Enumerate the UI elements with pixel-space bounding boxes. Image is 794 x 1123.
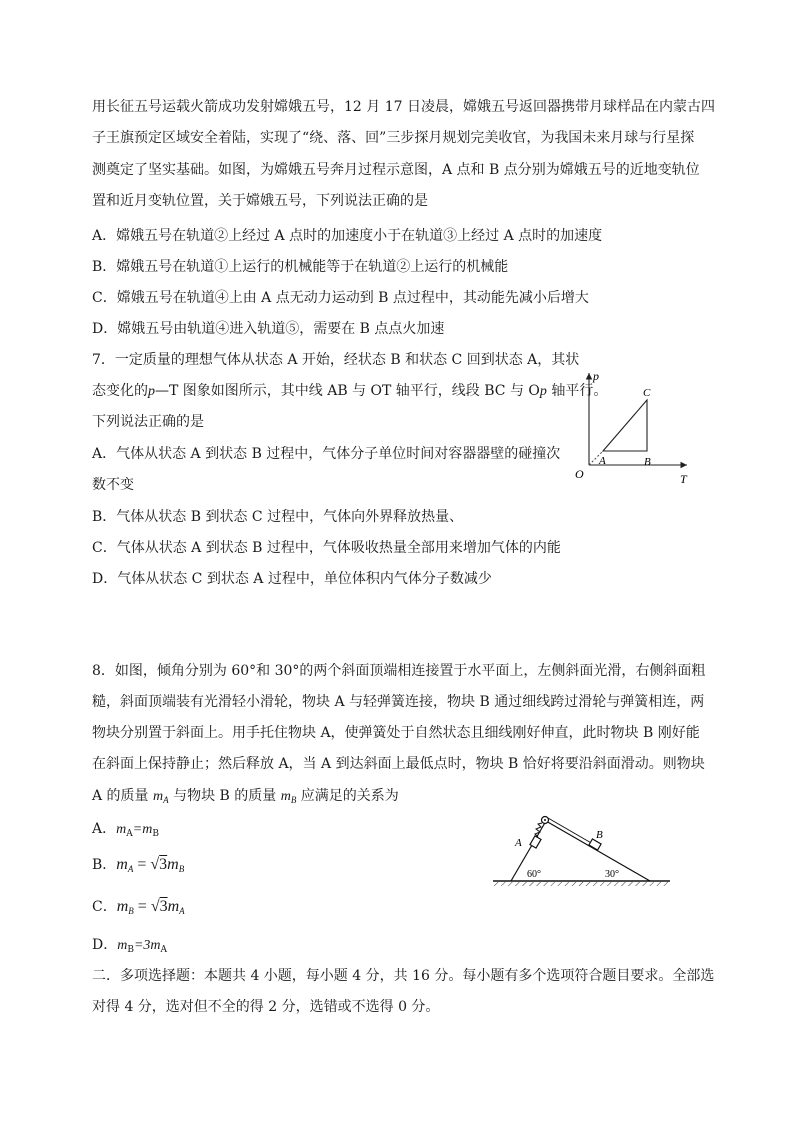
q8-option-c [92,897,185,921]
q6-stem-line: 测奠定了坚实基础。如图，为嫦娥五号奔月过程示意图，A 点和 B 点分别为嫦娥五号的近地变轨位 [92,162,700,178]
angle-60: 60° [527,869,541,880]
origin-label: O [575,467,584,481]
equals-sign: = [133,898,151,915]
equals-m: =m [132,822,153,837]
q8-text: 应满足的关系为 [296,788,399,804]
label-b: B [596,829,603,841]
sqrt-icon: √ [150,856,160,873]
subscript: A [160,945,168,955]
p-axis-label: p [593,369,599,383]
q8-option-b [92,855,184,879]
q6-stem-line: 用长征五号运载火箭成功发射嫦娥五号，12 月 17 日凌晨，嫦娥五号返回器携带月球样品在内蒙古四 [92,99,715,115]
q8-stem-last-line [92,786,399,810]
symbol-m: m [167,856,179,873]
radicand: 3 [159,898,168,915]
symbol-m: m [153,789,164,804]
q8-mass-a [153,789,169,804]
q6-stem-line: 置和近月变轨位置，关于嫦娥五号，下列说法正确的是 [92,193,428,209]
ground-hatch [493,882,670,886]
symbol-m: m [116,822,127,837]
option-label: C． [92,899,117,915]
q7-symbol-p: p [539,384,547,399]
q8-stem-line: 在斜面上保持静止；然后释放 A，当 A 到达斜面上最低点时，物块 B 恰好将要沿斜面滑动。则物块 [92,756,705,772]
q7-text: 态变化的 [92,383,148,399]
sqrt-icon: √ [150,898,160,915]
string [548,818,593,844]
q7-option-b: B．气体从状态 B 到状态 C 过程中，气体向外界释放热量、 [92,509,464,525]
option-label: D． [92,937,118,953]
cycle-triangle [603,400,647,451]
q7-stem-line-3: 下列说法正确的是 [92,414,204,430]
symbol-m: m [280,789,291,804]
q6-option-b: B．嫦娥五号在轨道①上运行的机械能等于在轨道②上运行的机械能 [92,259,509,275]
point-a-label: A [599,455,606,467]
q8-stem-line: 8．如图，倾角分别为 60°和 30°的两个斜面顶端相连接置于水平面上，左侧斜面光滑，右侧斜面粗 [92,663,706,679]
symbol-m: m [167,898,180,915]
q7-symbol-p: p [148,384,155,399]
pulley-axle [544,819,546,821]
symbol-m: m [116,898,129,915]
symbol-m: m [117,938,128,953]
section2-heading-cont: 对得 4 分，选对但不全的得 2 分，选错或不选得 0 分。 [92,999,440,1015]
q7-option-d: D．气体从状态 C 到状态 A 过程中，单位体积内气体分子数减少 [92,571,492,587]
q7-stem-line-2 [92,381,607,402]
subscript: B [128,906,134,916]
section2-heading: 二．多项选择题：本题共 4 小题，每小题 4 分，共 16 分。每小题有多个选项符合题目要求。全部选 [92,968,715,984]
q6-option-a: A．嫦娥五号在轨道②上经过 A 点时的加速度小于在轨道③上经过 A 点时的加速度 [92,228,603,244]
subscript: A [127,864,134,874]
q8-option-d [92,935,167,960]
q8-stem-line: 糙，斜面顶端装有光滑轻小滑轮，物块 A 与轻弹簧连接，物块 B 通过细线跨过滑轮与弹簧相连，两 [92,694,705,710]
q8-stem-line: 物块分别置于斜面上。用手托住物块 A，使弹簧处于自然状态且细线刚好伸直，此时物块 B 刚好能 [92,725,700,741]
q6-stem-line: 子王旗预定区域安全着陆，实现了“绕、落、回”三步探月规划完美收官，为我国未来月球与行星探 [92,130,695,146]
subscript-b: B [290,795,297,805]
t-axis-label: T [680,472,687,485]
angle-30: 30° [605,869,619,880]
q8-option-a [92,819,159,844]
q7-option-a-cont: 数不变 [92,477,134,493]
q7-option-a: A．气体从状态 A 到状态 B 过程中，气体分子单位时间对容器器壁的碰撞次 [92,446,561,462]
radicand: 3 [159,856,168,873]
subscript: B [178,864,185,874]
equals-sign: = [133,856,151,873]
option-label: A． [92,821,117,837]
q7-stem-line-1: 7．一定质量的理想气体从状态 A 开始，经状态 B 和状态 C 回到状态 A，其状 [92,352,580,368]
option-label: B． [92,857,117,873]
q7-option-c: C．气体从状态 A 到状态 B 过程中，气体吸收热量全部用来增加气体的内能 [92,540,561,556]
q7-text: —T 图象如图所示，其中线 AB 与 OT 轴平行，线段 BC 与 O [155,383,540,399]
subscript: B [127,945,134,955]
subscript: A [179,906,185,916]
point-c-label: C [643,387,651,399]
q8-text: 与物块 B 的质量 [168,788,281,804]
subscript-a: A [163,795,169,805]
equals-3m: =3m [133,938,161,953]
symbol-m: m [116,856,128,873]
subscript: B [152,829,159,839]
q6-option-d: D．嫦娥五号由轨道④进入轨道⑤，需要在 B 点点火加速 [92,321,445,337]
q8-text: A 的质量 [92,788,154,804]
label-a: A [515,837,522,849]
subscript: A [126,829,133,839]
q7-text: 轴平行。 [546,383,608,399]
q6-option-c: C．嫦娥五号在轨道④上由 A 点无动力运动到 B 点过程中，其动能先减小后增大 [92,290,589,306]
q7-pT-diagram [565,365,695,485]
q8-incline-diagram [490,812,675,892]
q8-mass-b [281,789,297,804]
point-b-label: B [644,456,651,468]
